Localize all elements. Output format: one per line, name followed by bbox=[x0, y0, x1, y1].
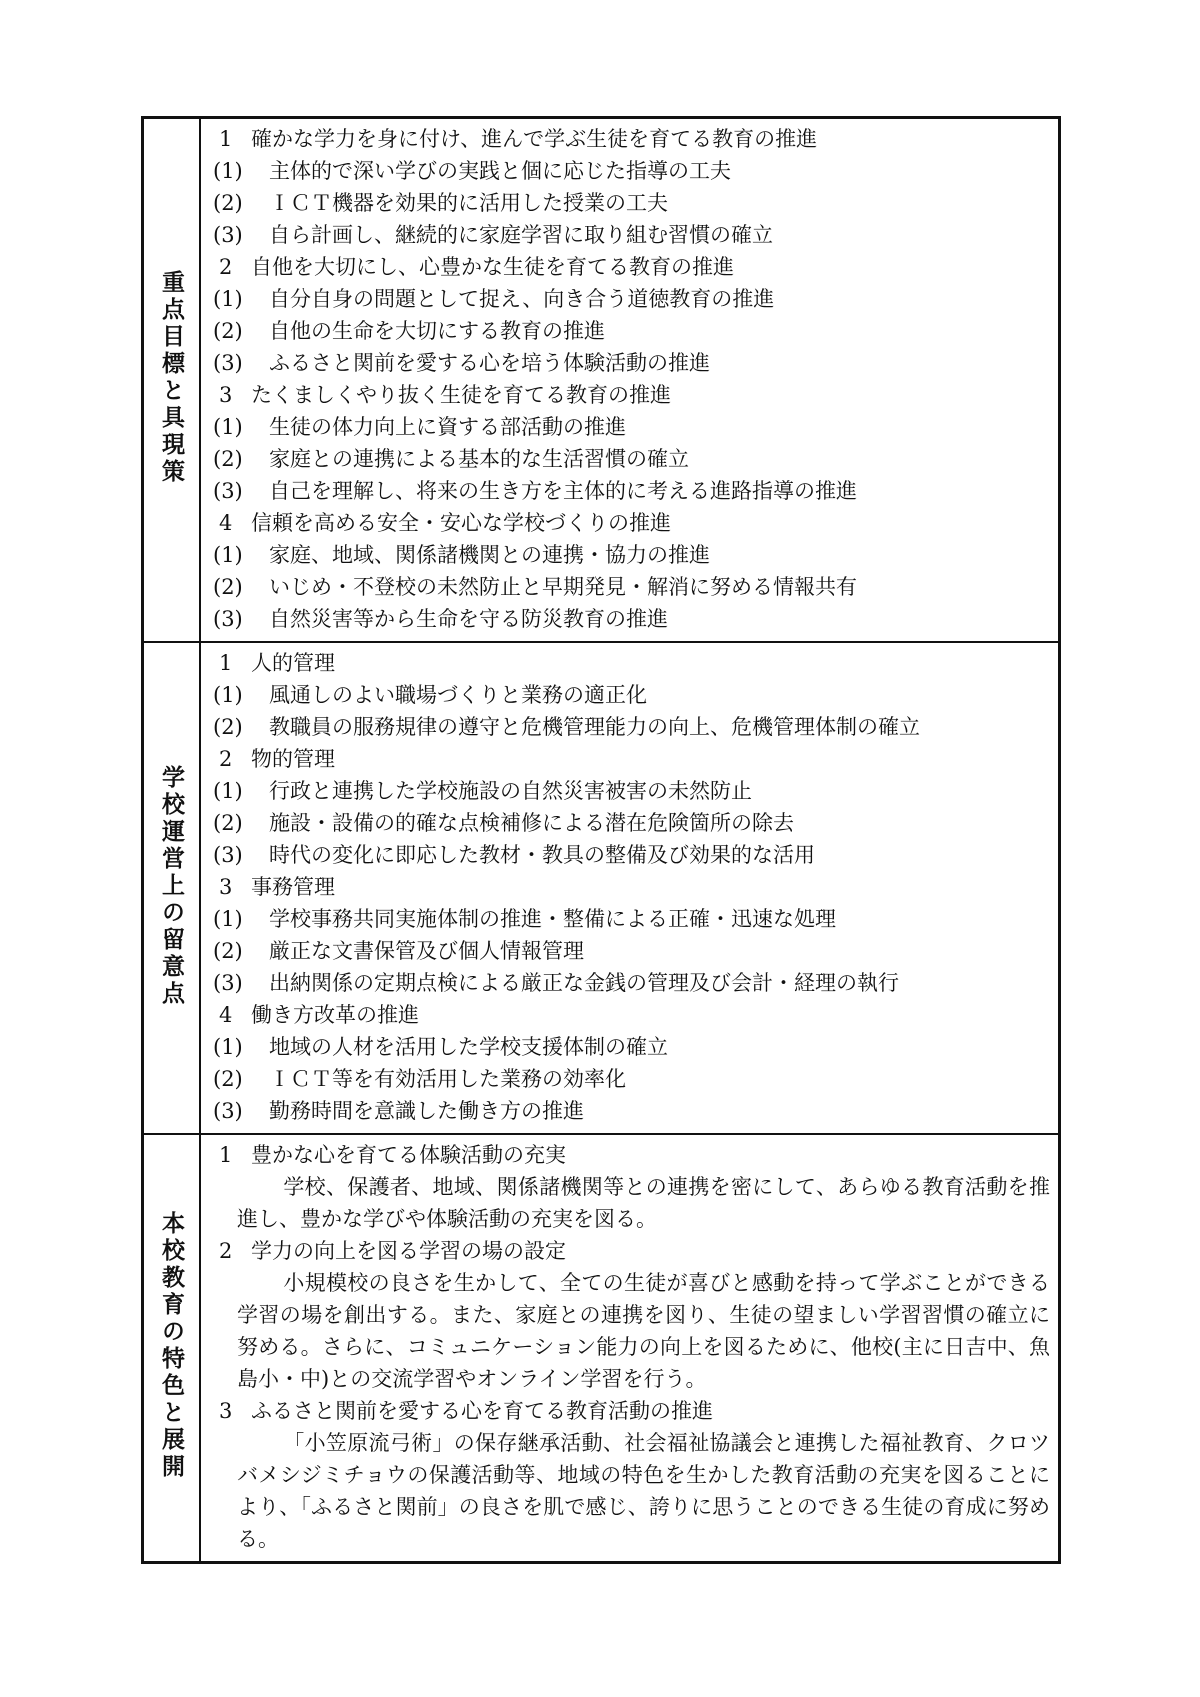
sub-item: (3) 時代の変化に即応した教材・教具の整備及び効果的な活用 bbox=[213, 843, 815, 867]
sub-item: (2) ＩＣＴ機器を効果的に活用した授業の工夫 bbox=[213, 191, 668, 215]
sub-item: (1) 自分自身の問題として捉え、向き合う道徳教育の推進 bbox=[213, 287, 775, 311]
item-heading: 1 人的管理 bbox=[219, 651, 335, 675]
sub-item: (1) 学校事務共同実施体制の推進・整備による正確・迅速な処理 bbox=[213, 907, 836, 931]
sub-item: (2) 自他の生命を大切にする教育の推進 bbox=[213, 319, 605, 343]
section-label-cell bbox=[143, 118, 201, 643]
sub-item: (1) 生徒の体力向上に資する部活動の推進 bbox=[213, 415, 626, 439]
item-heading: 3 ふるさと関前を愛する心を育てる教育活動の推進 bbox=[219, 1399, 713, 1423]
item-heading: 2 物的管理 bbox=[219, 747, 335, 771]
item-paragraph: 「小笠原流弓術」の保存継承活動、社会福祉協議会と連携した福祉教育、クロツバメシジミチョウの保護活動等、地域の特色を生かした教育活動の充実を図ることにより、「ふるさと関前」の良さを肌で感じ、誇りに思うことのできる生徒の育成に努める。 bbox=[237, 1431, 1050, 1551]
sub-item: (3) 自己を理解し、将来の生き方を主体的に考える進路指導の推進 bbox=[213, 479, 857, 503]
plan-table bbox=[141, 116, 1061, 1564]
section-content bbox=[200, 642, 1060, 1134]
sub-item: (1) 行政と連携した学校施設の自然災害被害の未然防止 bbox=[213, 779, 752, 803]
item-heading: 3 事務管理 bbox=[219, 875, 335, 899]
section-content bbox=[200, 118, 1060, 643]
sub-item: (3) 自然災害等から生命を守る防災教育の推進 bbox=[213, 607, 668, 631]
sub-item: (1) 風通しのよい職場づくりと業務の適正化 bbox=[213, 683, 647, 707]
item-heading: 4 働き方改革の推進 bbox=[219, 1003, 419, 1027]
item-heading: 1 確かな学力を身に付け、進んで学ぶ生徒を育てる教育の推進 bbox=[219, 127, 818, 151]
item-paragraph: 小規模校の良さを生かして、全ての生徒が喜びと感動を持って学ぶことができる学習の場を創出する。また、家庭との連携を図り、生徒の望ましい学習習慣の確立に努める。さらに、コミュニケーション能力の向上を図るために、他校(主に日吉中、魚島小・中)との交流学習やオンライン学習を行う。 bbox=[237, 1271, 1050, 1391]
section-label: 重点目標と具現策 bbox=[158, 270, 185, 486]
sub-item: (2) 施設・設備の的確な点検補修による潜在危険箇所の除去 bbox=[213, 811, 794, 835]
sub-item: (3) 出納関係の定期点検による厳正な金銭の管理及び会計・経理の執行 bbox=[213, 971, 899, 995]
item-heading: 3 たくましくやり抜く生徒を育てる教育の推進 bbox=[219, 383, 671, 407]
section-label-cell bbox=[143, 642, 201, 1134]
section-row-management bbox=[143, 642, 1060, 1134]
sub-item: (2) 厳正な文書保管及び個人情報管理 bbox=[213, 939, 584, 963]
sub-item: (3) 勤務時間を意識した働き方の推進 bbox=[213, 1099, 584, 1123]
sub-item: (1) 家庭、地域、関係諸機関との連携・協力の推進 bbox=[213, 543, 710, 567]
section-label: 学校運営上の留意点 bbox=[158, 764, 185, 1008]
sub-item: (1) 地域の人材を活用した学校支援体制の確立 bbox=[213, 1035, 668, 1059]
section-row-priorities bbox=[143, 118, 1060, 643]
section-label-cell bbox=[143, 1134, 201, 1563]
item-heading: 2 自他を大切にし、心豊かな生徒を育てる教育の推進 bbox=[219, 255, 734, 279]
sub-item: (1) 主体的で深い学びの実践と個に応じた指導の工夫 bbox=[213, 159, 731, 183]
sub-item: (2) 教職員の服務規律の遵守と危機管理能力の向上、危機管理体制の確立 bbox=[213, 715, 920, 739]
item-heading: 4 信頼を高める安全・安心な学校づくりの推進 bbox=[219, 511, 671, 535]
item-paragraph: 学校、保護者、地域、関係諸機関等との連携を密にして、あらゆる教育活動を推進し、豊かな学びや体験活動の充実を図る。 bbox=[237, 1175, 1050, 1231]
section-content bbox=[200, 1134, 1060, 1563]
section-label: 本校教育の特色と展開 bbox=[158, 1211, 185, 1481]
sub-item: (2) いじめ・不登校の未然防止と早期発見・解消に努める情報共有 bbox=[213, 575, 857, 599]
sub-item: (2) 家庭との連携による基本的な生活習慣の確立 bbox=[213, 447, 689, 471]
item-heading: 1 豊かな心を育てる体験活動の充実 bbox=[219, 1143, 566, 1167]
section-row-features bbox=[143, 1134, 1060, 1563]
sub-item: (3) ふるさと関前を愛する心を培う体験活動の推進 bbox=[213, 351, 710, 375]
sub-item: (2) ＩＣＴ等を有効活用した業務の効率化 bbox=[213, 1067, 626, 1091]
sub-item: (3) 自ら計画し、継続的に家庭学習に取り組む習慣の確立 bbox=[213, 223, 773, 247]
item-heading: 2 学力の向上を図る学習の場の設定 bbox=[219, 1239, 566, 1263]
